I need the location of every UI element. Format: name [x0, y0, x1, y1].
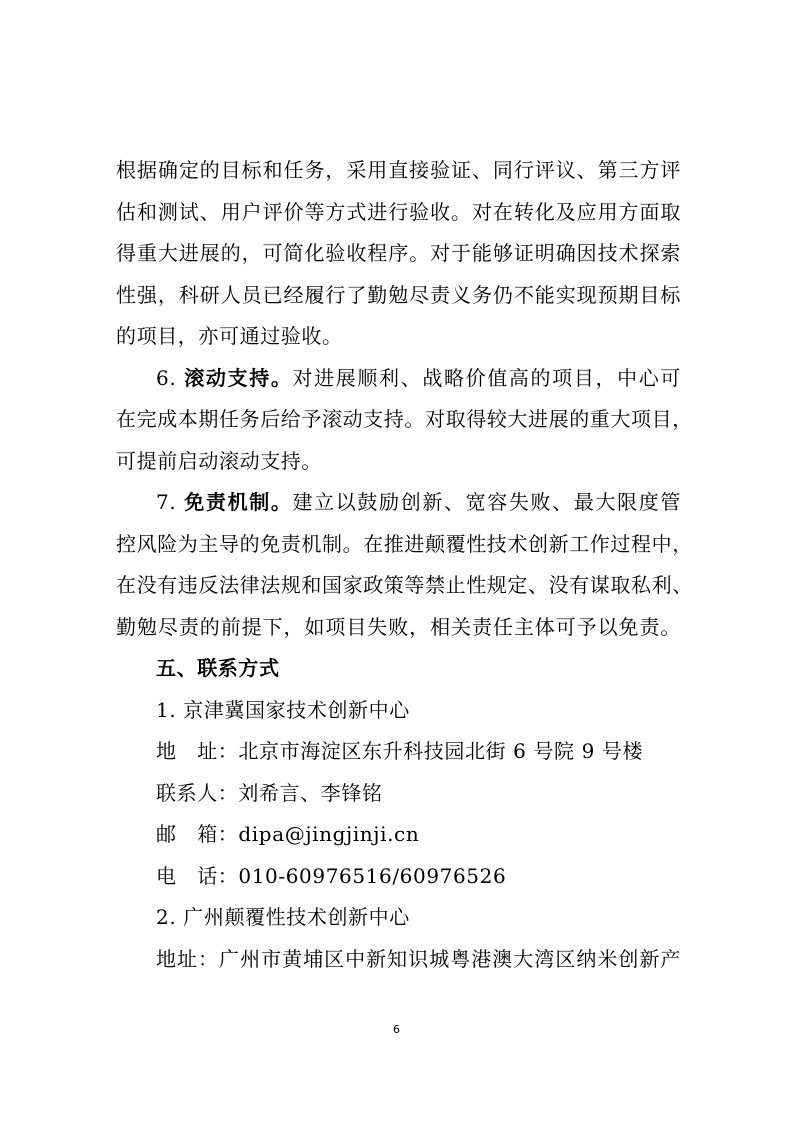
contact-name: 1. 京津冀国家技术创新中心	[156, 697, 410, 722]
address-label: 地 址：	[156, 739, 239, 763]
item-exemption	[116, 482, 693, 648]
item-rolling-support	[116, 358, 693, 483]
contact-name: 2. 广州颠覆性技术创新中心	[156, 905, 410, 929]
address-value: 北京市海淀区东升科技园北街 6 号院 9 号楼	[238, 739, 644, 763]
contact-person-label: 联系人：	[156, 780, 239, 805]
contact-person-row	[116, 773, 681, 815]
item-line: 勤勉尽责的前提下，如项目失败，相关责任主体可予以免责。	[116, 614, 681, 639]
item-line	[116, 358, 681, 400]
phone-label: 电 话：	[156, 863, 239, 888]
contact-address-row	[116, 731, 681, 773]
contact-block-guangzhou	[116, 897, 681, 980]
item-title: 滚动支持。	[184, 365, 293, 390]
paragraph-acceptance	[116, 150, 681, 358]
contact-email-row	[116, 814, 681, 856]
page-number: 6	[393, 1023, 400, 1036]
email-label: 邮 箱：	[156, 822, 239, 846]
email-value: dipa@jingjinji.cn	[238, 822, 420, 846]
section-heading: 五、联系方式	[156, 656, 280, 680]
item-line: 在完成本期任务后给予滚动支持。对取得较大进展的重大项目，	[116, 407, 693, 431]
paragraph-line: 估和测试、用户评价等方式进行验收。对在转化及应用方面取	[116, 199, 681, 224]
phone-value: 010-60976516/60976526	[238, 863, 507, 888]
paragraph-line: 根据确定的目标和任务，采用直接验证、同行评议、第三方评	[116, 158, 681, 182]
item-number: 6.	[156, 365, 177, 390]
item-line	[116, 482, 681, 524]
item-line: 控风险为主导的免责机制。在推进颠覆性技术创新工作过程中，	[116, 531, 693, 556]
document-page	[116, 150, 693, 980]
item-text: 对进展顺利、战略价值高的项目，中心可	[292, 365, 681, 390]
paragraph-line: 得重大进展的，可简化验收程序。对于能够证明确因技术探索	[116, 241, 681, 265]
contact-address-row: 地址：广州市黄埔区中新知识城粤港澳大湾区纳米创新产	[156, 946, 681, 971]
item-line: 可提前启动滚动支持。	[116, 448, 322, 473]
paragraph-line: 性强，科研人员已经履行了勤勉尽责义务仍不能实现预期目标	[116, 282, 681, 307]
contact-phone-row	[116, 856, 681, 898]
paragraph-line: 的项目，亦可通过验收。	[116, 324, 343, 348]
contact-block-beijing	[116, 690, 681, 898]
item-number: 7.	[156, 490, 177, 514]
item-line: 在没有违反法律法规和国家政策等禁止性规定、没有谋取私利、	[116, 573, 693, 597]
item-text: 建立以鼓励创新、宽容失败、最大限度管	[292, 490, 681, 514]
item-title: 免责机制。	[184, 490, 293, 514]
contact-person-value: 刘希言、李锋铭	[238, 780, 383, 805]
